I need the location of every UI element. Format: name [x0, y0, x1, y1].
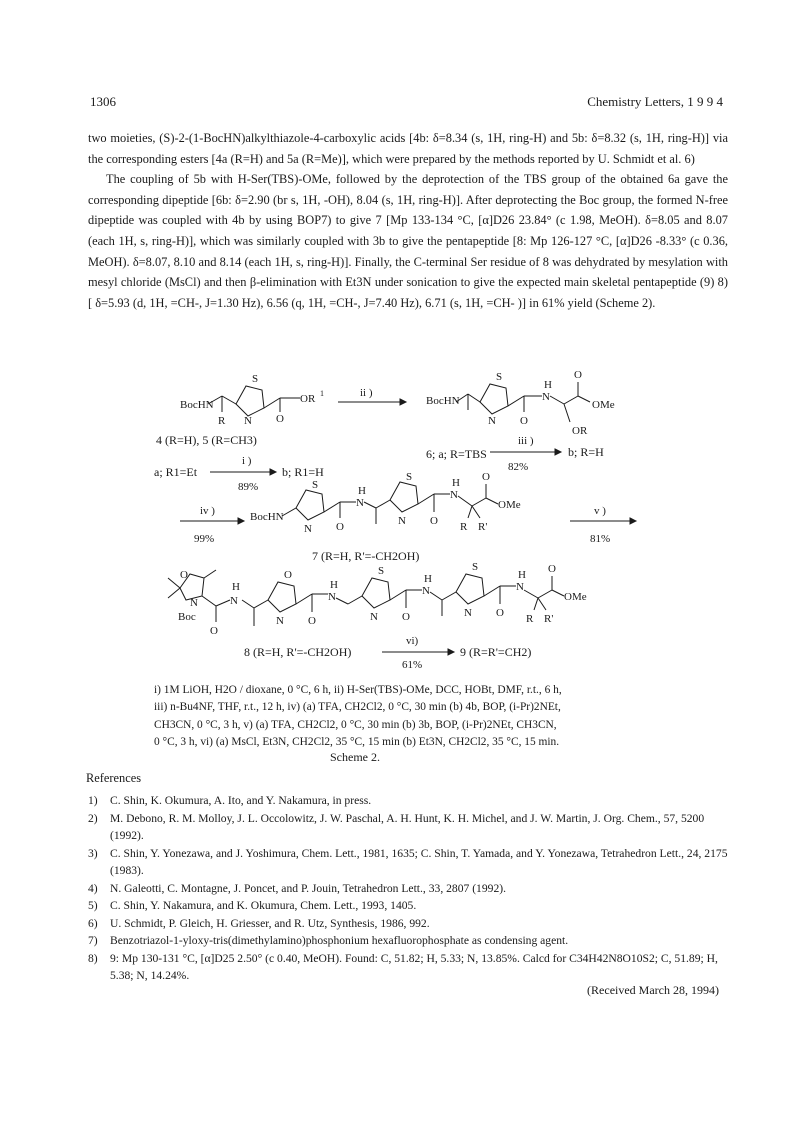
atom-o-7c: O [430, 515, 438, 527]
atom-r-7: R [460, 521, 468, 533]
atom-o-8b: O [308, 615, 316, 627]
atom-h-8a: H [232, 581, 240, 593]
atom-r-4: R [218, 415, 226, 427]
reference-item [88, 880, 728, 898]
atom-n-8e: N [422, 585, 430, 597]
received-date: (Received March 28, 1994) [587, 983, 719, 997]
body-text [88, 128, 728, 313]
reference-item [88, 897, 728, 915]
atom-o-8g: O [548, 563, 556, 575]
atom-o-8f: O [496, 607, 504, 619]
atom-o-7a: O [336, 521, 344, 533]
atom-n-8d: N [370, 611, 378, 623]
yield-i: 89% [238, 481, 259, 493]
atom-o-ester-6: O [574, 369, 582, 381]
atom-n-4: N [244, 415, 252, 427]
step-iv-label: iv ) [200, 505, 215, 517]
atom-n-ring-8: N [190, 597, 198, 609]
atom-n-8g: N [516, 581, 524, 593]
atom-h-8g: H [518, 569, 526, 581]
reference-text: N. Galeotti, C. Montagne, J. Poncet, and P. Jouin, Tetrahedron Lett., 33, 2807 (1992). [110, 881, 507, 895]
step-ii-label: ii ) [360, 387, 373, 399]
references-heading: References [86, 771, 142, 785]
atom-r-8: R [526, 613, 534, 625]
reference-text: C. Shin, Y. Yonezawa, and J. Yoshimura, Chem. Lett., 1981, 1635; C. Shin, T. Yamada, and Y. Yonezawa, Tetrahedron Lett., 24, 2175 (1983). [110, 846, 728, 877]
scheme-label: Scheme 2. [330, 750, 380, 764]
caption-line: 0 °C, 3 h, vi) (a) MsCl, Et3N, CH2Cl2, 35 °C, 15 min (b) Et3N, CH2Cl2, 35 °C, 15 min. [154, 736, 560, 749]
compound-6b-label: b; R=H [568, 445, 604, 459]
atom-h-6: H [544, 379, 552, 391]
caption-line: i) 1M LiOH, H2O / dioxane, 0 °C, 6 h, ii) H-Ser(TBS)-OMe, DCC, HOBt, DMF, r.t., 6 h, [154, 684, 562, 696]
reference-text: Benzotriazol-1-yloxy-tris(dimethylamino)phosphonium hexafluorophosphate as condensing agent. [110, 934, 569, 947]
reference-number: 2) [88, 811, 98, 825]
atom-h-7b: H [358, 485, 366, 497]
atom-bochn-7: BocHN [250, 511, 284, 523]
atom-or-6: OR [572, 425, 588, 437]
atom-n-7a: N [304, 523, 312, 535]
step-i-label: i ) [242, 455, 252, 467]
atom-o-4: O [276, 413, 284, 425]
step-v-label: v ) [594, 505, 606, 517]
atom-rprime-8: R' [544, 613, 554, 625]
atom-ome-6: OMe [592, 399, 615, 411]
atom-s-4: S [252, 373, 259, 385]
atom-s-8a: S [378, 565, 385, 577]
atom-bochn-4: BocHN [180, 399, 214, 411]
journal-title: Chemistry Letters, 1 9 9 4 [587, 94, 723, 109]
atom-n-8b: N [276, 615, 284, 627]
atom-n-7c: N [398, 515, 406, 527]
compound-8-label: 8 (R=H, R'=-CH2OH) [244, 645, 352, 659]
references-list [88, 792, 728, 985]
reference-number: 1) [88, 794, 98, 807]
atom-rprime-7: R' [478, 521, 488, 533]
atom-s-6: S [496, 371, 503, 383]
reaction-scheme [150, 366, 670, 678]
atom-o-8d: O [402, 611, 410, 623]
step-iii-label: iii ) [518, 435, 534, 447]
reference-number: 8) [88, 951, 98, 965]
reference-number: 3) [88, 846, 98, 860]
atom-bochn-6: BocHN [426, 395, 460, 407]
reference-item [88, 950, 728, 985]
atom-n-7d: N [450, 489, 458, 501]
atom-o-7d: O [482, 471, 490, 483]
reference-item [88, 810, 728, 845]
reference-item [88, 932, 728, 950]
atom-ome-8: OMe [564, 591, 587, 603]
atom-o-6: O [520, 415, 528, 427]
yield-iii: 82% [508, 461, 529, 473]
atom-ome-7: OMe [498, 499, 521, 511]
reference-item [88, 792, 728, 810]
step-vi-label: vi) [406, 635, 419, 647]
compound-6-label: 6; a; R=TBS [426, 447, 487, 461]
atom-o-8a: O [210, 625, 218, 637]
atom-o-ox-8: O [284, 569, 292, 581]
atom-s-8b: S [472, 561, 479, 573]
atom-s-7b: S [406, 471, 413, 483]
reference-text: U. Schmidt, P. Gleich, H. Griesser, and R. Utz, Synthesis, 1986, 992. [110, 916, 430, 930]
scheme-caption [154, 682, 714, 752]
atom-sup1-4: 1 [320, 389, 324, 398]
reference-text: C. Shin, K. Okumura, A. Ito, and Y. Nakamura, in press. [110, 794, 372, 807]
compound-4-5-label: 4 (R=H), 5 (R=CH3) [156, 433, 257, 447]
scheme-svg [150, 366, 670, 678]
atom-s-7a: S [312, 479, 319, 491]
atom-h-8c: H [330, 579, 338, 591]
compound-9-label: 9 (R=R'=CH2) [460, 645, 532, 659]
atom-or1-4: OR [300, 393, 316, 405]
reference-number: 7) [88, 934, 98, 947]
atom-n-6: N [488, 415, 496, 427]
reference-text: C. Shin, Y. Nakamura, and K. Okumura, Chem. Lett., 1993, 1405. [110, 899, 417, 912]
compound-a-label: a; R1=Et [154, 465, 198, 479]
atom-n-7b: N [356, 497, 364, 509]
atom-n-8f: N [464, 607, 472, 619]
caption-line: CH3CN, 0 °C, 3 h, v) (a) TFA, CH2Cl2, 0 °C, 30 min (b) 3b, BOP, (i-Pr)2NEt, CH3CN, [154, 718, 557, 731]
reference-number: 6) [88, 916, 98, 930]
atom-h-8e: H [424, 573, 432, 585]
reference-text: M. Debono, R. M. Molloy, J. L. Occolowitz, J. W. Paschal, A. H. Hunt, K. H. Michel, and J. W. Martin, J. Org. Chem., 57, 5200 (1992). [110, 811, 705, 842]
compound-b-label: b; R1=H [282, 465, 324, 479]
atom-n-amide-6: N [542, 391, 550, 403]
atom-h-7d: H [452, 477, 460, 489]
atom-n-8c: N [328, 591, 336, 603]
yield-iv: 99% [194, 533, 215, 545]
atom-boc-8: Boc [178, 611, 196, 623]
yield-vi: 61% [402, 659, 423, 671]
yield-v: 81% [590, 533, 611, 545]
reference-item [88, 845, 728, 880]
reference-number: 4) [88, 881, 98, 895]
caption-line: iii) n-Bu4NF, THF, r.t., 12 h, iv) (a) TFA, CH2Cl2, 0 °C, 30 min (b) 4b, BOP, (i-Pr)2NEt, [154, 701, 561, 714]
compound-7-label: 7 (R=H, R'=-CH2OH) [312, 549, 420, 563]
reference-item [88, 915, 728, 933]
atom-n-8a: N [230, 595, 238, 607]
paragraph-1: two moieties, (S)-2-(1-BocHN)alkylthiazole-4-carboxylic acids [4b: δ=8.34 (s, 1H, ring-H) and 5b: δ=8.32 (s, 1H, ring-H)] via the corresponding esters [4a (R=H) and 5a (R=Me)], which were prepared by the methods reported by U. Schmidt et al. 6) [88, 131, 728, 166]
reference-number: 5) [88, 899, 98, 912]
atom-o-ring-8: O [180, 569, 188, 581]
page-number: 1306 [90, 94, 116, 109]
paragraph-2: The coupling of 5b with H-Ser(TBS)-OMe, followed by the deprotection of the TBS group of the obtained 6a gave the corresponding dipeptide [6b: δ=2.90 (br s, 1H, -OH), 8.04 (s, 1H, ring-H)]. After deprotecting the Boc group, the formed N-free dipeptide was coupled with 4b by using BOP7) to give 7 [Mp 133-134 °C, [α]D26 23.84° (c 1.98, MeOH). δ=8.05 and 8.07 (each 1H, s, ring-H)], which was similarly coupled with 3b to give the pentapeptide [8: Mp 126-127 °C, [α]D26 -8.33° (c 0.36, MeOH). δ=8.07, 8.10 and 8.14 (each 1H, s, ring-H)]. Finally, the C-terminal Ser residue of 8 was dehydrated by mesylation with mesyl chloride (MsCl) and then β-elimination with Et3N under sonication to give the expected main skeletal pentapeptide (9) 8)[ δ=5.93 (d, 1H, =CH-, J=1.30 Hz), 6.56 (q, 1H, =CH-, J=7.40 Hz), 6.71 (s, 1H, =CH- )] in 61% yield (Scheme 2). [88, 172, 728, 310]
reference-text: 9: Mp 130-131 °C, [α]D25 2.50° (c 0.40, MeOH). Found: C, 51.82; H, 5.33; N, 13.85%. Calcd for C34H42N8O10S2; C, 51.89; H, 5.38; N, 14.24%. [110, 951, 718, 982]
